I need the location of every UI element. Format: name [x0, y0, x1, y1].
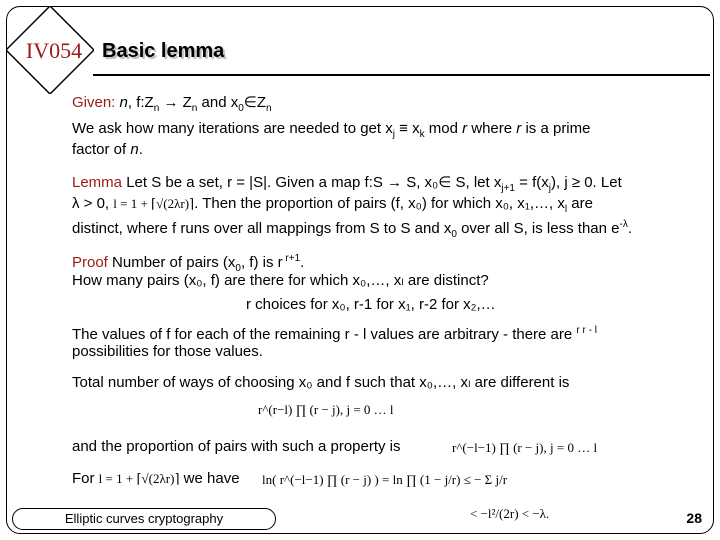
lemma-text: ), j ≥ 0. Let	[550, 174, 622, 191]
lemma-text: .	[627, 220, 632, 237]
given-text: , f:Z	[127, 94, 154, 111]
lemma-sub: j+1	[501, 183, 515, 194]
ask-text: .	[138, 141, 143, 158]
given-sub: 0	[238, 103, 244, 114]
given-n: n	[115, 94, 128, 111]
for-equation: l = 1 + ⌈√(2λr)⌉	[98, 471, 180, 486]
ask-text: is a prime	[521, 120, 591, 137]
lemma-sub: 0	[451, 229, 457, 240]
proof-line-2: How many pairs (x₀, f) are there for which x₀,…, xₗ are distinct?	[72, 272, 489, 289]
ask-text: ≡ x	[394, 120, 420, 137]
ask-text: factor of	[72, 141, 131, 158]
proof-text: Number of pairs (x	[107, 254, 236, 271]
given-sub: n	[191, 103, 198, 114]
lemma-text: = f(x	[514, 174, 549, 191]
lemma-text: . Then the proportion of pairs (f, x₀) for which x₀, x₁,…, x	[194, 195, 565, 212]
ask-r: r	[462, 120, 468, 137]
proportion-line: and the proportion of pairs with such a property is	[72, 438, 401, 455]
lemma-label: Lemma	[72, 174, 123, 191]
footer-label: Elliptic curves cryptography	[12, 508, 276, 530]
proof-label: Proof	[72, 254, 108, 271]
ask-r: r	[516, 120, 522, 137]
ask-text: mod	[424, 120, 463, 137]
for-label: For	[72, 470, 95, 487]
ask-line-1	[72, 118, 590, 145]
for-text: we have	[179, 470, 240, 487]
ask-sub: k	[419, 129, 425, 140]
proof-sub: 0	[235, 263, 241, 274]
ask-sub: j	[392, 129, 395, 140]
proof-text: , f) is r	[240, 254, 283, 271]
lemma-sup: -λ	[619, 219, 628, 230]
proof-sup: r+1	[282, 253, 301, 264]
proof-line-3: r choices for x₀, r-1 for x₁, r-2 for x₂,…	[246, 296, 496, 313]
proof-text: The values of f for each of the remaining r - l values are arbitrary - there are	[72, 326, 577, 343]
ask-text: where	[467, 120, 517, 137]
given-sub: n	[266, 103, 272, 114]
given-text: ∈Z	[243, 94, 267, 111]
inequality-1: ln( r^(−l−1) ∏ (r − j) ) = ln ∏ (1 − j/r) ≤ − Σ j/r	[262, 472, 508, 487]
proof-text: .	[300, 254, 305, 271]
total-formula: r^(r−l) ∏ (r − j), j = 0 … l	[258, 402, 394, 417]
lemma-sub: l	[564, 204, 568, 215]
lemma-line-3	[72, 214, 632, 245]
for-line	[72, 468, 240, 489]
lemma-text: distinct, where f runs over all mappings from S to S and x	[72, 220, 452, 237]
ask-text: We ask how many iterations are needed to get x	[72, 120, 393, 137]
proof-line-5: possibilities for those values.	[72, 343, 263, 360]
lemma-text: over all S, is less than e	[456, 220, 620, 237]
page-number: 28	[686, 510, 702, 526]
lemma-text: λ > 0,	[72, 195, 110, 212]
given-label: Given:	[72, 94, 116, 111]
lemma-text: Let S be a set, r = |S|. Given a map f:S → S, x₀∈ S, let x	[122, 174, 502, 191]
ask-line-2	[72, 139, 143, 160]
given-arrow: → Z	[159, 94, 192, 111]
lemma-sub: j	[548, 183, 551, 194]
proportion-formula: r^(−l−1) ∏ (r − j), j = 0 … l	[452, 440, 598, 455]
lemma-text: are	[567, 195, 593, 212]
slide-title: Basic lemma	[102, 40, 225, 62]
lemma-equation: l = 1 + ⌈√(2λr)⌉	[113, 196, 195, 211]
given-line	[72, 92, 272, 119]
proof-sup: r r - l	[576, 325, 597, 336]
ask-n: n	[130, 141, 139, 158]
total-line: Total number of ways of choosing x₀ and f such that x₀,…, xₗ are different is	[72, 374, 570, 391]
given-sub: n	[153, 103, 160, 114]
given-text: and x	[197, 94, 239, 111]
slide-code: IV054	[25, 38, 83, 63]
inequality-2: < −l²/(2r) < −λ.	[470, 506, 550, 521]
